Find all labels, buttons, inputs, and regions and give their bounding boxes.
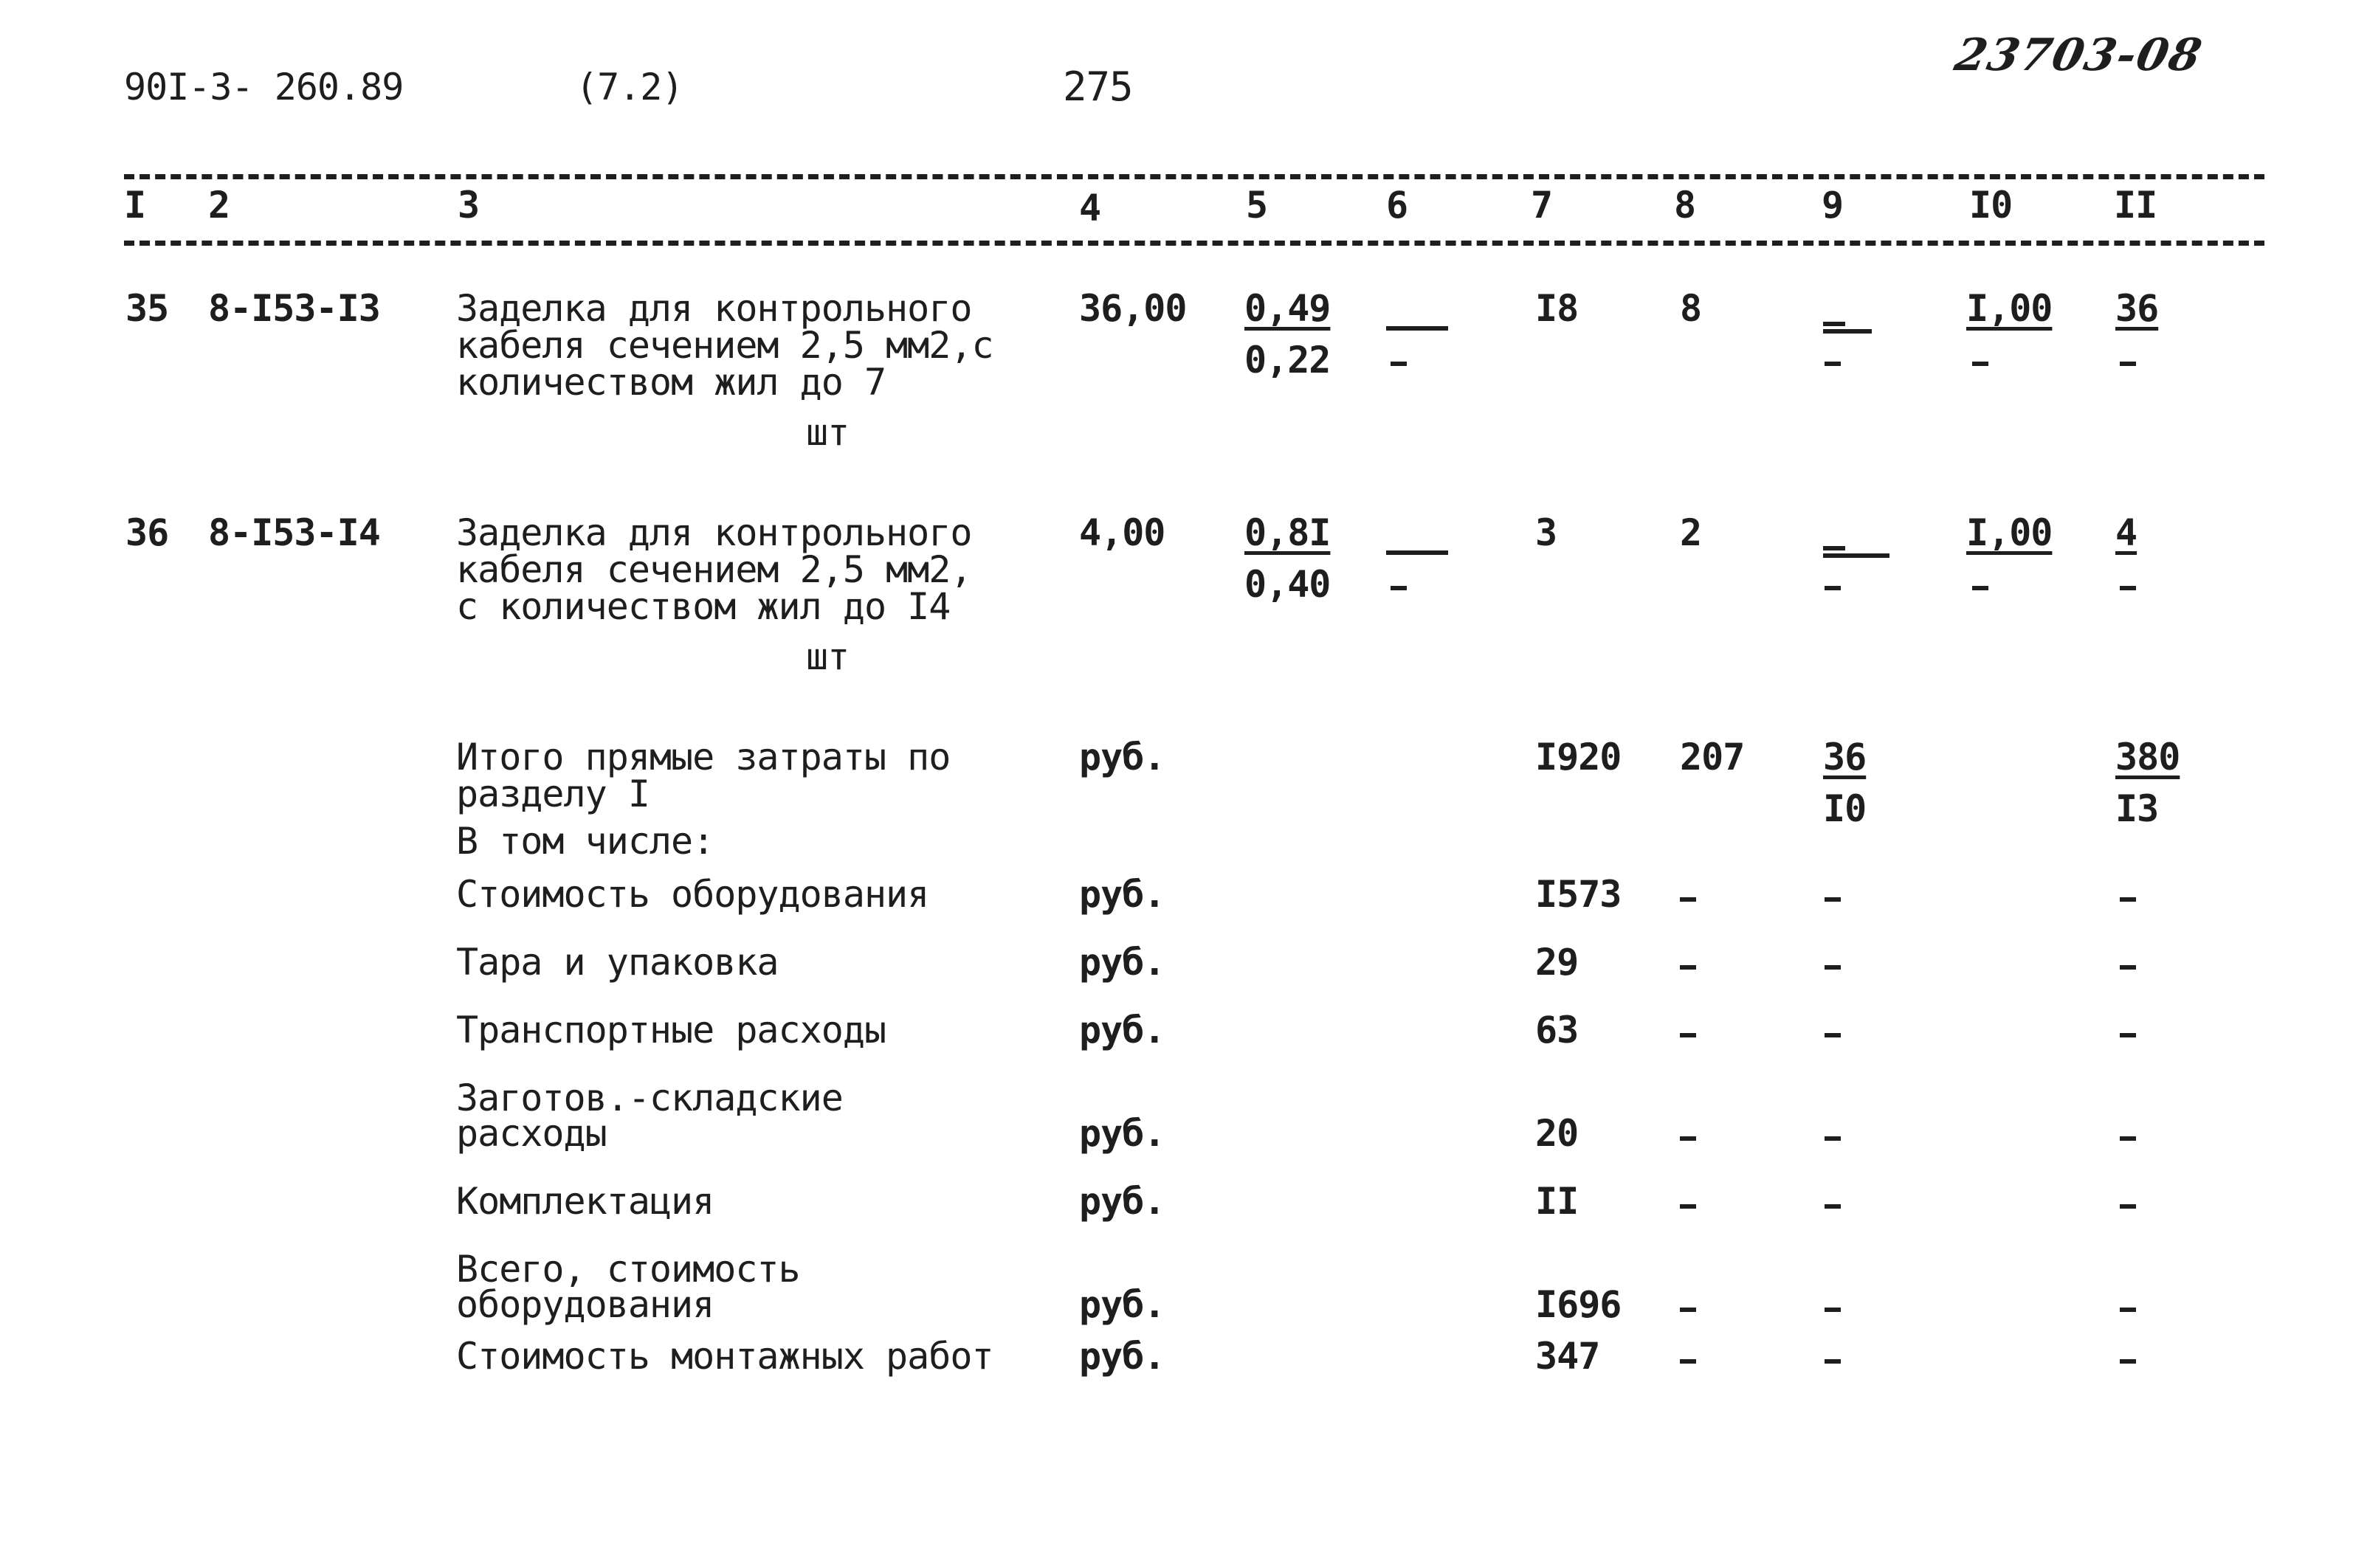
summary-item-c7: 29	[1535, 941, 1579, 984]
summary-item-unit: руб.	[1079, 1335, 1165, 1378]
dash-mark	[1823, 546, 1845, 550]
dash-mark	[1823, 329, 1872, 334]
dash-mark	[1825, 1308, 1841, 1312]
page-number: 275	[1063, 63, 1133, 110]
handwritten-number: 23703-08	[1950, 30, 2208, 81]
row-c11-top: 4	[2115, 511, 2137, 554]
row-c7: 3	[1535, 511, 1557, 554]
row-description-line: Заделка для контрольного	[456, 511, 972, 554]
row-c10-top: I,00	[1966, 287, 2053, 330]
row-c7: I8	[1535, 287, 1579, 330]
row-c5-bottom: 0,40	[1244, 563, 1331, 606]
summary-item-unit: руб.	[1079, 1180, 1165, 1223]
dash-mark	[2120, 1308, 2136, 1312]
summary-item-unit: руб.	[1079, 873, 1165, 916]
total-label-line: Итого прямые затраты по	[456, 736, 951, 778]
summary-item-label: расходы	[456, 1112, 607, 1155]
summary-item-label: оборудования	[456, 1283, 714, 1326]
total-c11-bottom: I3	[2115, 787, 2159, 830]
dash-mark	[1680, 1359, 1696, 1364]
dash-mark	[1823, 322, 1845, 326]
summary-item-c7: 63	[1535, 1009, 1579, 1051]
row-description-line: кабеля сечением 2,5 мм2,с	[456, 324, 993, 367]
dash-mark	[1680, 965, 1696, 970]
col-header-7: 7	[1531, 184, 1553, 227]
dash-mark	[2120, 897, 2136, 902]
summary-item-label: Стоимость оборудования	[456, 873, 929, 916]
summary-item-unit: руб.	[1079, 1009, 1165, 1051]
col-header-9: 9	[1822, 184, 1844, 227]
row-unit: шт	[806, 411, 850, 454]
dash-mark	[1391, 586, 1407, 590]
total-c11-top: 380	[2115, 736, 2180, 778]
summary-item-c7: 347	[1535, 1335, 1600, 1378]
total-unit: руб.	[1079, 736, 1165, 778]
summary-item-label: Всего, стоимость	[456, 1248, 800, 1291]
row-number: 36	[125, 511, 169, 554]
col-header-1: I	[124, 184, 146, 227]
row-description-line: с количеством жил до I4	[456, 585, 951, 628]
including-label: В том числе:	[456, 820, 714, 863]
row-c5-bottom: 0,22	[1244, 339, 1331, 381]
header-rule-bottom	[124, 241, 2264, 246]
row-description-line: количеством жил до 7	[456, 361, 886, 404]
col-header-11: II	[2114, 184, 2157, 227]
header-rule-top	[124, 174, 2264, 179]
dash-mark	[2120, 586, 2136, 590]
col-header-2: 2	[208, 184, 230, 227]
summary-item-label: Тара и упаковка	[456, 941, 779, 984]
summary-item-c7: 20	[1535, 1112, 1579, 1155]
dash-mark	[1825, 1359, 1841, 1364]
summary-item-label: Транспортные расходы	[456, 1009, 886, 1051]
row-code: 8-I53-I3	[208, 287, 380, 330]
row-number: 35	[125, 287, 169, 330]
total-c9-top: 36	[1823, 736, 1867, 778]
dash-mark	[1391, 362, 1407, 366]
row-c8: 2	[1680, 511, 1702, 554]
row-c10-top: I,00	[1966, 511, 2053, 554]
dash-mark	[1680, 1136, 1696, 1141]
row-description-line: кабеля сечением 2,5 мм2,	[456, 548, 972, 591]
dash-mark	[1825, 965, 1841, 970]
dash-mark	[1386, 326, 1448, 331]
dash-mark	[2120, 965, 2136, 970]
dash-mark	[1972, 362, 1988, 366]
summary-item-c7: II	[1535, 1180, 1579, 1223]
summary-item-label: Заготов.-складские	[456, 1077, 843, 1119]
dash-mark	[2120, 1136, 2136, 1141]
dash-mark	[1680, 1308, 1696, 1312]
col-header-6: 6	[1386, 184, 1408, 227]
summary-item-label: Стоимость монтажных работ	[456, 1335, 993, 1378]
dash-mark	[2120, 1204, 2136, 1209]
summary-item-unit: руб.	[1079, 1112, 1165, 1155]
summary-item-unit: руб.	[1079, 1283, 1165, 1326]
dash-mark	[1825, 1136, 1841, 1141]
col-header-4: 4	[1079, 187, 1101, 229]
row-description-line: Заделка для контрольного	[456, 287, 972, 330]
summary-item-label: Комплектация	[456, 1180, 714, 1223]
dash-mark	[1386, 550, 1448, 555]
col-header-5: 5	[1246, 184, 1268, 227]
row-quantity: 4,00	[1079, 511, 1165, 554]
row-code: 8-I53-I4	[208, 511, 380, 554]
total-c9-bottom: I0	[1823, 787, 1867, 830]
dash-mark	[1823, 553, 1889, 558]
col-header-8: 8	[1674, 184, 1696, 227]
row-c5-top: 0,8I	[1244, 511, 1331, 554]
row-unit: шт	[806, 635, 850, 678]
summary-item-c7: I696	[1535, 1283, 1622, 1326]
row-c11-top: 36	[2115, 287, 2159, 330]
dash-mark	[2120, 1359, 2136, 1364]
dash-mark	[1680, 1204, 1696, 1209]
total-c7: I920	[1535, 736, 1622, 778]
row-c8: 8	[1680, 287, 1702, 330]
section-number: (7.2)	[576, 66, 683, 108]
dash-mark	[2120, 1033, 2136, 1037]
dash-mark	[1680, 897, 1696, 902]
summary-item-c7: I573	[1535, 873, 1622, 916]
col-header-10: I0	[1969, 184, 2013, 227]
dash-mark	[1825, 586, 1841, 590]
doc-code: 90I-3- 260.89	[124, 66, 404, 108]
total-c8: 207	[1680, 736, 1745, 778]
dash-mark	[1972, 586, 1988, 590]
dash-mark	[1825, 1033, 1841, 1037]
dash-mark	[1680, 1033, 1696, 1037]
row-quantity: 36,00	[1079, 287, 1187, 330]
total-label-line: разделу I	[456, 773, 650, 815]
dash-mark	[2120, 362, 2136, 366]
summary-item-unit: руб.	[1079, 941, 1165, 984]
dash-mark	[1825, 1204, 1841, 1209]
dash-mark	[1825, 897, 1841, 902]
col-header-3: 3	[458, 184, 480, 227]
row-c5-top: 0,49	[1244, 287, 1331, 330]
dash-mark	[1825, 362, 1841, 366]
